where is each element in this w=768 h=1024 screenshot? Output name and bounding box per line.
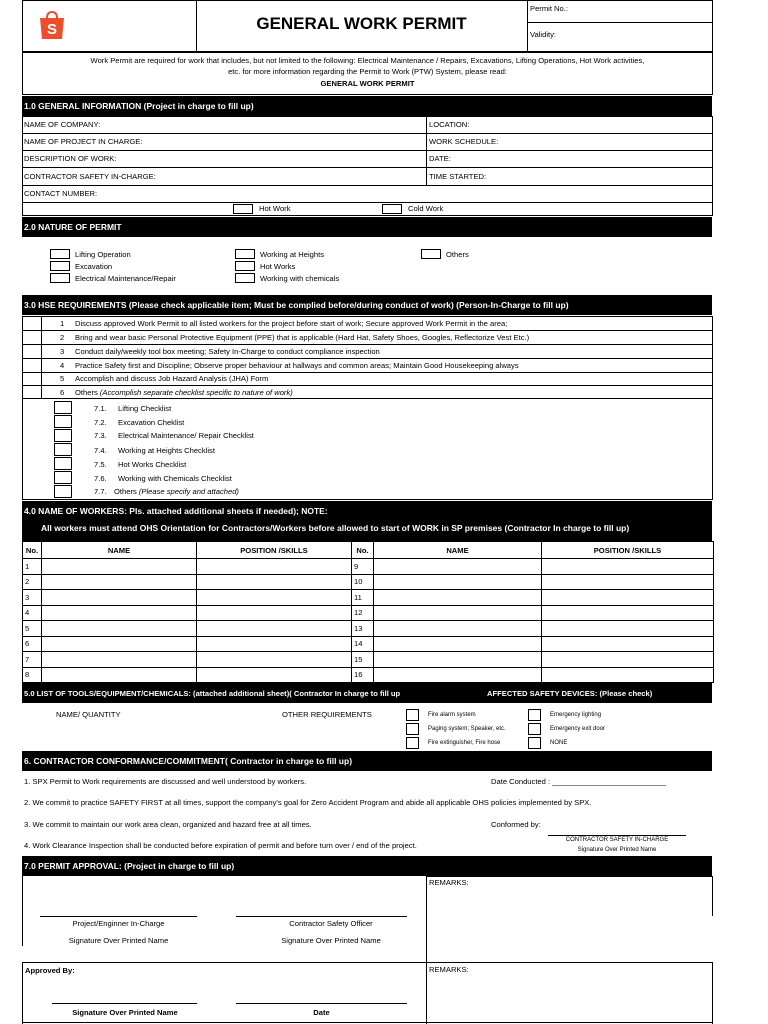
- name-cell[interactable]: [42, 574, 197, 590]
- general-info-box: [22, 116, 713, 216]
- row-no: 11: [352, 590, 374, 606]
- section-1-header: 1.0 GENERAL INFORMATION (Project in charge to fill up): [22, 96, 712, 116]
- hse-item-4-text: Practice Safety first and Discipline; Observe proper behaviour at hallways and common areas; Maintain Good Housekeeping always: [75, 361, 519, 370]
- col-header-no-2: No.: [352, 542, 374, 559]
- lifting-operation-checkbox[interactable]: [50, 249, 70, 259]
- position-cell[interactable]: [197, 574, 352, 590]
- position-cell[interactable]: [542, 559, 714, 575]
- emergency-lighting-checkbox[interactable]: [528, 709, 541, 721]
- checklist-7-1-no: 7.1.: [94, 404, 107, 413]
- col-header-position: POSITION /SKILLS: [197, 542, 352, 559]
- commitment-4: 4. Work Clearance Inspection shall be conducted before expiration of permit and before turn over / end of the project.: [24, 841, 417, 850]
- checklist-7-4-checkbox[interactable]: [54, 443, 72, 456]
- row-no: 3: [23, 590, 42, 606]
- location-label: LOCATION:: [429, 120, 470, 129]
- contractor-safety-label: CONTRACTOR SAFETY IN-CHARGE:: [24, 172, 156, 181]
- conformed-by-label: Conformed by:: [491, 820, 541, 829]
- commitment-2: 2. We commit to practice SAFETY FIRST at all times, support the company's goal for Zero Accident Program and abide all applicable OHS policies implemented by SPX.: [24, 798, 592, 807]
- hse-item-1-text: Discuss approved Work Permit to all listed workers for the project before start of work; Secure approved Work Permit in the area;: [75, 319, 508, 328]
- fire-extinguisher-checkbox[interactable]: [406, 737, 419, 749]
- name-cell[interactable]: [374, 636, 542, 652]
- hse-item-6-no: 6: [60, 388, 65, 397]
- commitment-3: 3. We commit to maintain our work area clean, organized and hazard free at all times.: [24, 820, 312, 829]
- emergency-lighting-label: Emergency lighting: [550, 712, 602, 718]
- name-cell[interactable]: [42, 636, 197, 652]
- paging-system-label: Paging system; Speaker, etc.: [428, 726, 506, 732]
- col-header-name-2: NAME: [374, 542, 542, 559]
- position-cell[interactable]: [542, 574, 714, 590]
- hse-item-2-checkbox[interactable]: [22, 330, 42, 345]
- row-no: 2: [23, 574, 42, 590]
- row-no: 8: [23, 667, 42, 683]
- name-cell[interactable]: [374, 652, 542, 668]
- hot-work-label: Hot Work: [259, 204, 291, 213]
- none-label: NONE: [550, 740, 568, 746]
- position-cell[interactable]: [542, 605, 714, 621]
- row-no: 14: [352, 636, 374, 652]
- working-with-chemicals-label: Working with chemicals: [260, 274, 340, 283]
- hse-item-5-no: 5: [60, 374, 65, 383]
- checklist-7-3-no: 7.3.: [94, 431, 107, 440]
- validity-label: Validity:: [530, 30, 557, 39]
- approval-date-label: Date: [313, 1008, 330, 1017]
- position-cell[interactable]: [197, 590, 352, 606]
- excavation-checkbox[interactable]: [50, 261, 70, 271]
- others-label: Others: [446, 250, 469, 259]
- row-no: 5: [23, 621, 42, 637]
- permit-no-label: Permit No.:: [530, 4, 568, 13]
- table-row: [23, 574, 714, 590]
- hse-item-4-no: 4: [60, 361, 65, 370]
- hot-works-label: Hot Works: [260, 262, 296, 271]
- intro-line-1: Work Permit are required for work that includes, but not limited to the following: Electrical Maintenance / Repairs, Excavations, Lifting Operations, Hot Work activities,: [90, 56, 645, 65]
- checklist-7-4-no: 7.4.: [94, 446, 107, 455]
- cold-work-checkbox[interactable]: [382, 204, 402, 214]
- name-cell[interactable]: [42, 667, 197, 683]
- row-no: 9: [352, 559, 374, 575]
- row-no: 1: [23, 559, 42, 575]
- row-no: 16: [352, 667, 374, 683]
- working-at-heights-checkbox[interactable]: [235, 249, 255, 259]
- other-requirements-label: OTHER REQUIREMENTS: [282, 710, 372, 719]
- affected-devices-title: AFFECTED SAFETY DEVICES: (Please check): [487, 688, 653, 698]
- table-row: [23, 590, 714, 606]
- others-checkbox[interactable]: [421, 249, 441, 259]
- position-cell[interactable]: [197, 652, 352, 668]
- table-row: [23, 636, 714, 652]
- section-4-header: [22, 501, 712, 541]
- hse-item-2-text: Bring and wear basic Personal Protective Equipment (PPE) that is applicable (Hard Hat, Safety Shoes, Googles, Reflectorize Vest Etc.): [75, 333, 530, 342]
- checklist-7-5-text: Hot Works Checklist: [118, 460, 187, 469]
- date-conducted-label: Date Conducted : ___________________________: [491, 777, 667, 786]
- paging-system-checkbox[interactable]: [406, 723, 419, 735]
- checklist-7-6-text: Working with Chemicals Checklist: [118, 474, 232, 483]
- name-cell[interactable]: [42, 652, 197, 668]
- row-no: 4: [23, 605, 42, 621]
- checklist-7-7-no: 7.7.: [94, 487, 107, 496]
- table-row: [23, 667, 714, 683]
- electrical-maintenance-checkbox[interactable]: [50, 273, 70, 283]
- checklist-7-7-text: Others (Please specify and attached): [114, 487, 239, 496]
- csi-signature-label: Signature Over Printed Name: [577, 847, 657, 853]
- remarks-label-2: REMARKS:: [429, 965, 469, 974]
- hot-works-checkbox[interactable]: [235, 261, 255, 271]
- csi-label: CONTRACTOR SAFETY IN-CHARGE: [565, 837, 669, 843]
- work-schedule-label: WORK SCHEDULE:: [429, 137, 499, 146]
- name-cell[interactable]: [374, 590, 542, 606]
- position-cell[interactable]: [197, 636, 352, 652]
- working-with-chemicals-checkbox[interactable]: [235, 273, 255, 283]
- signature-label-3: Signature Over Printed Name: [72, 1008, 178, 1017]
- logo-icon: [36, 9, 68, 41]
- name-cell[interactable]: [374, 559, 542, 575]
- hse-item-3-text: Conduct daily/weekly tool box meeting; Safety In-Charge to conduct compliance inspection: [75, 347, 380, 356]
- position-cell[interactable]: [197, 559, 352, 575]
- row-no: 10: [352, 574, 374, 590]
- hse-item-3-no: 3: [60, 347, 65, 356]
- section-5-header: [22, 683, 712, 703]
- position-cell[interactable]: [542, 652, 714, 668]
- position-cell[interactable]: [542, 590, 714, 606]
- name-quantity-label: NAME/ QUANTITY: [56, 710, 121, 719]
- checklist-7-5-checkbox[interactable]: [54, 457, 72, 470]
- section-7-header: 7.0 PERMIT APPROVAL: (Project in charge to fill up): [22, 856, 712, 876]
- signature-label-1: Signature Over Printed Name: [68, 936, 169, 945]
- electrical-maintenance-label: Electrical Maintenance/Repair: [75, 274, 176, 283]
- page-title: GENERAL WORK PERMIT: [256, 14, 467, 33]
- section-4-title: 4.0 NAME OF WORKERS: Pls. attached additional sheets if needed); NOTE:: [24, 506, 328, 516]
- position-cell[interactable]: [542, 636, 714, 652]
- section-2-header: 2.0 NATURE OF PERMIT: [22, 217, 712, 237]
- hse-item-5-checkbox[interactable]: [22, 372, 42, 386]
- fire-extinguisher-label: Fire extinguisher, Fire hose: [428, 740, 501, 746]
- col-header-name: NAME: [42, 542, 197, 559]
- section-5-title: 5.0 LIST OF TOOLS/EQUIPMENT/CHEMICALS: (attached additional sheet)( Contractor In charge to fill up: [24, 688, 401, 698]
- name-cell[interactable]: [374, 667, 542, 683]
- table-row: [23, 605, 714, 621]
- working-at-heights-label: Working at Heights: [260, 250, 325, 259]
- table-row: [23, 621, 714, 637]
- position-cell[interactable]: [542, 667, 714, 683]
- name-cell[interactable]: [42, 559, 197, 575]
- name-cell[interactable]: [42, 590, 197, 606]
- checklist-7-3-checkbox[interactable]: [54, 429, 72, 442]
- position-cell[interactable]: [197, 605, 352, 621]
- excavation-label: Excavation: [75, 262, 113, 271]
- cold-work-label: Cold Work: [408, 204, 444, 213]
- emergency-exit-checkbox[interactable]: [528, 723, 541, 735]
- none-checkbox[interactable]: [528, 737, 541, 749]
- checklist-7-6-no: 7.6.: [94, 474, 107, 483]
- hse-item-4-checkbox[interactable]: [22, 358, 42, 373]
- section-3-header: 3.0 HSE REQUIREMENTS (Please check applicable item; Must be complied before/during conduct of work) (Person-In-Charge to fill up): [22, 295, 712, 315]
- project-engineer-label: Project/Enginner In-Charge: [72, 919, 165, 928]
- signature-label-2: Signature Over Printed Name: [281, 936, 381, 945]
- position-cell[interactable]: [197, 667, 352, 683]
- approved-by-label: Approved By:: [25, 966, 75, 975]
- description-of-work-label: DESCRIPTION OF WORK:: [24, 154, 117, 163]
- name-cell[interactable]: [42, 621, 197, 637]
- fire-alarm-checkbox[interactable]: [406, 709, 419, 721]
- checklist-7-5-no: 7.5.: [94, 460, 107, 469]
- hse-item-2-no: 2: [60, 333, 65, 342]
- contact-number-label: CONTACT NUMBER:: [24, 189, 98, 198]
- position-cell[interactable]: [542, 621, 714, 637]
- hot-work-checkbox[interactable]: [233, 204, 253, 214]
- checklist-7-1-checkbox[interactable]: [54, 401, 72, 414]
- table-header-row: [23, 542, 714, 559]
- hse-item-6-text: Others (Accomplish separate checklist specific to nature of work): [75, 388, 293, 397]
- name-cell[interactable]: [374, 574, 542, 590]
- fire-alarm-label: Fire alarm system: [428, 712, 476, 718]
- checklist-7-6-checkbox[interactable]: [54, 471, 72, 484]
- checklist-7-2-text: Excavation Cheklist: [118, 418, 185, 427]
- intro-line-2: etc. for more information regarding the Permit to Work (PTW) System, please read:: [228, 67, 507, 76]
- row-no: 13: [352, 621, 374, 637]
- name-cell[interactable]: [42, 605, 197, 621]
- intro-line-3[interactable]: GENERAL WORK PERMIT: [320, 79, 415, 88]
- checklist-7-2-no: 7.2.: [94, 418, 107, 427]
- project-in-charge-label: NAME OF PROJECT IN CHARGE:: [24, 137, 143, 146]
- name-cell[interactable]: [374, 621, 542, 637]
- time-started-label: TIME STARTED:: [429, 172, 487, 181]
- row-no: 12: [352, 605, 374, 621]
- hse-item-5-text: Accomplish and discuss Job Hazard Analysis (JHA) Form: [75, 374, 269, 383]
- contractor-safety-officer-label: Contractor Safety Officer: [289, 919, 373, 928]
- col-header-position-2: POSITION /SKILLS: [542, 542, 714, 559]
- row-no: 7: [23, 652, 42, 668]
- col-header-no: No.: [23, 542, 42, 559]
- row-no: 6: [23, 636, 42, 652]
- hse-item-3-checkbox[interactable]: [22, 344, 42, 359]
- workers-table: [22, 541, 714, 683]
- commitment-1: 1. SPX Permit to Work requirements are discussed and well understood by workers.: [24, 777, 307, 786]
- table-row: [23, 559, 714, 575]
- section-6-header: 6. CONTRACTOR CONFORMANCE/COMMITMENT( Contractor in charge to fill up): [22, 751, 712, 771]
- emergency-exit-label: Emergency exit door: [550, 726, 606, 732]
- remarks-label: REMARKS:: [429, 878, 469, 887]
- name-cell[interactable]: [374, 605, 542, 621]
- row-no: 15: [352, 652, 374, 668]
- hse-item-1-no: 1: [60, 319, 65, 328]
- checklist-7-1-text: Lifting Checklist: [118, 404, 172, 413]
- svg-text:S: S: [46, 21, 58, 38]
- section-4-note: All workers must attend OHS Orientation for Contractors/Workers before allowed to start of WORK in SP premises (Contractor In charge to fill up): [41, 523, 630, 533]
- checklist-7-2-checkbox[interactable]: [54, 415, 72, 428]
- position-cell[interactable]: [197, 621, 352, 637]
- table-row: [23, 652, 714, 668]
- checklist-7-4-text: Working at Heights Checklist: [118, 446, 215, 455]
- date-label: DATE:: [429, 154, 451, 163]
- hse-item-1-checkbox[interactable]: [22, 316, 42, 331]
- checklist-7-3-text: Electrical Maintenance/ Repair Checklist: [118, 431, 254, 440]
- checklist-7-7-checkbox[interactable]: [54, 485, 72, 498]
- name-of-company-label: NAME OF COMPANY:: [24, 120, 101, 129]
- lifting-operation-label: Lifting Operation: [75, 250, 131, 259]
